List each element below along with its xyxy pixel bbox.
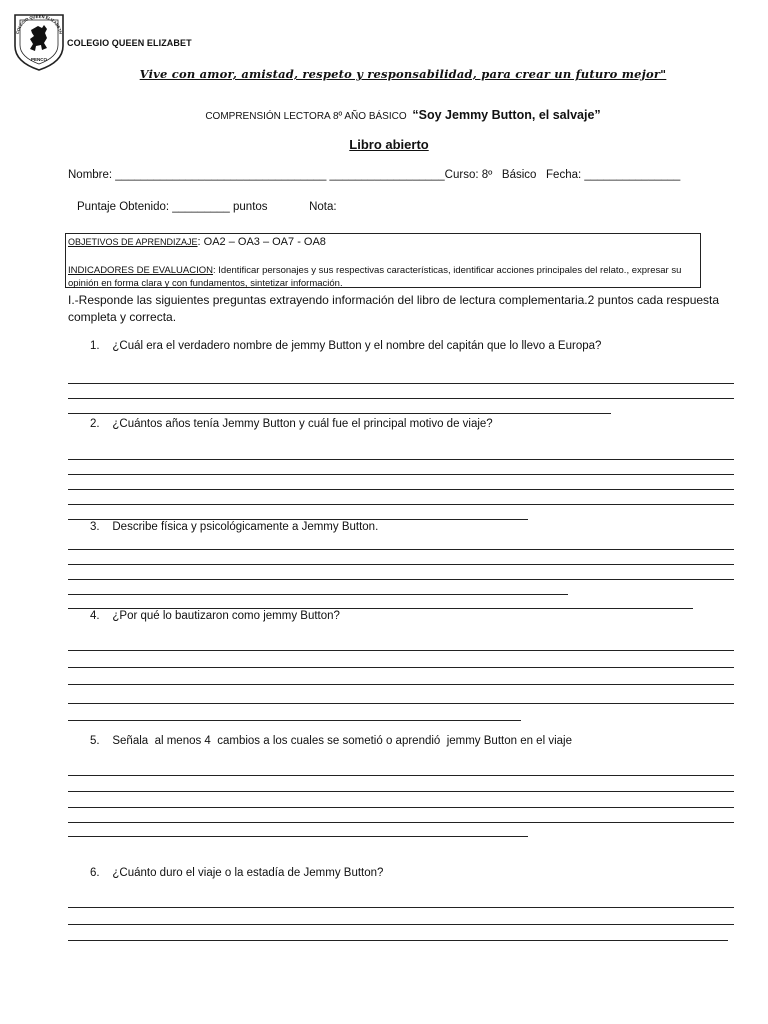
answer-line[interactable] — [68, 608, 693, 609]
question-2: 2. ¿Cuántos años tenía Jemmy Button y cuál fue el principal motivo de viaje? — [90, 418, 493, 430]
objectives-values: : OA2 – OA3 – OA7 - OA8 — [197, 236, 326, 248]
answer-line[interactable] — [68, 791, 734, 792]
objectives-line — [68, 236, 326, 248]
answer-line[interactable] — [68, 579, 734, 580]
question-3: 3. Describe física y psicológicamente a Jemmy Button. — [90, 521, 379, 533]
answer-line[interactable] — [68, 836, 528, 837]
score-row[interactable]: Puntaje Obtenido: _________ puntos Nota: — [77, 201, 337, 213]
answer-line[interactable] — [68, 383, 734, 384]
answer-line[interactable] — [68, 519, 528, 520]
logo-bottom-text: PENCO — [30, 57, 48, 62]
instructions: I.-Responde las siguientes preguntas extrayendo información del libro de lectura complementaria.2 puntos cada respuesta completa y correcta. — [68, 293, 720, 324]
student-info-row[interactable]: Nombre: _________________________________ __________________Curso: 8º Básico Fecha: _______________ — [68, 169, 681, 181]
answer-line[interactable] — [68, 594, 568, 595]
answer-line[interactable] — [68, 504, 734, 505]
school-logo — [11, 12, 67, 72]
answer-line[interactable] — [68, 822, 734, 823]
title-main: COMPRENSIÓN LECTORA 8º AÑO BÁSICO — [205, 111, 407, 122]
school-name: COLEGIO QUEEN ELIZABET — [67, 38, 192, 48]
question-5: 5. Señala al menos 4 cambios a los cuales se sometió o aprendió jemmy Button en el viaje — [90, 735, 572, 747]
logo-arc-text: COLEGIO QUEEN ELIZABETH — [14, 13, 64, 35]
worksheet-subtitle: Libro abierto — [349, 137, 429, 152]
answer-line[interactable] — [68, 907, 734, 908]
indicators-line — [68, 264, 693, 290]
indicators-text: : Identificar personajes y sus respectivas características, identificar acciones principales del relato., expresar su opinión en forma clara y con fundamentos, sintetizar información. — [68, 265, 682, 289]
school-motto: Vive con amor, amistad, respeto y responsabilidad, para crear un futuro mejor" — [139, 67, 667, 81]
objectives-box — [65, 233, 701, 288]
answer-line[interactable] — [68, 667, 734, 668]
answer-line[interactable] — [68, 549, 734, 550]
answer-line[interactable] — [68, 564, 734, 565]
indicators-label: INDICADORES DE EVALUACION — [68, 265, 213, 276]
worksheet-title — [0, 108, 768, 122]
answer-line[interactable] — [68, 807, 734, 808]
answer-line[interactable] — [68, 413, 611, 414]
answer-line[interactable] — [68, 398, 734, 399]
question-6: 6. ¿Cuánto duro el viaje o la estadía de Jemmy Button? — [90, 867, 384, 879]
answer-line[interactable] — [68, 459, 734, 460]
answer-line[interactable] — [68, 720, 521, 721]
answer-line[interactable] — [68, 684, 734, 685]
answer-line[interactable] — [68, 703, 734, 704]
book-title: “Soy Jemmy Button, el salvaje” — [412, 108, 601, 122]
objectives-label: OBJETIVOS DE APRENDIZAJE — [68, 237, 198, 247]
answer-line[interactable] — [68, 940, 728, 941]
answer-line[interactable] — [68, 650, 734, 651]
question-1: 1. ¿Cuál era el verdadero nombre de jemmy Button y el nombre del capitán que lo llevo a Europa? — [90, 340, 602, 352]
answer-line[interactable] — [68, 775, 734, 776]
answer-line[interactable] — [68, 489, 734, 490]
question-4: 4. ¿Por qué lo bautizaron como jemmy Button? — [90, 610, 340, 622]
answer-line[interactable] — [68, 474, 734, 475]
answer-line[interactable] — [68, 924, 734, 925]
